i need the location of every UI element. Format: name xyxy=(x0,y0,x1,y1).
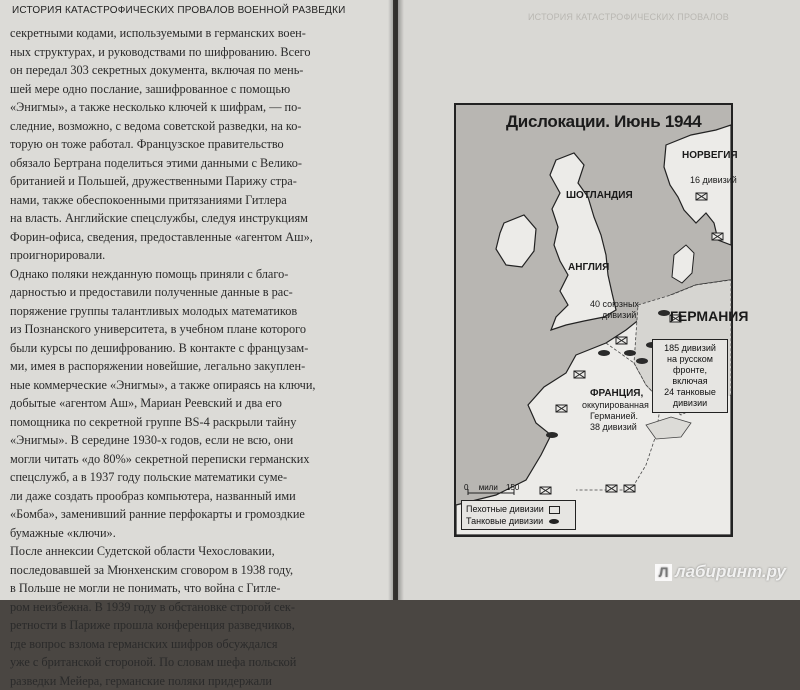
east-front-line: 185 дивизий xyxy=(655,343,725,354)
watermark-logo-icon: Л xyxy=(655,564,672,581)
text-line: «Бомба», заменивший ранние перфокарты и громоздкие xyxy=(10,505,382,524)
east-front-line: дивизии xyxy=(655,398,725,409)
text-line: на власть. Английские спецслужбы, следуя инструкциям xyxy=(10,209,382,228)
label-scotland: ШОТЛАНДИЯ xyxy=(566,191,633,201)
legend-infantry-label: Пехотные дивизии xyxy=(466,504,544,514)
legend-row-tank xyxy=(466,515,571,527)
text-line: могли читать «до 80%» секретной переписки германских xyxy=(10,450,382,469)
map-scale xyxy=(464,483,519,492)
text-line: поряжение группы талантливых молодых математиков xyxy=(10,302,382,321)
text-line: помощника по секретной группе BS-4 раскрыли тайну xyxy=(10,413,382,432)
legend-tank-label: Танковые дивизии xyxy=(466,516,543,526)
text-line: ми, имея в распоряжении новейшие, легально закуплен- xyxy=(10,357,382,376)
watermark-text: лабиринт.ру xyxy=(675,562,786,581)
tank-symbol xyxy=(546,432,558,438)
label-allied-1: 40 союзных xyxy=(590,299,639,309)
text-line: британией и Польшей, дружественными Парижу стра- xyxy=(10,172,382,191)
text-line: ные коммерческие «Энигмы», а также опираясь на ключи, xyxy=(10,376,382,395)
running-head-right: ИСТОРИЯ КАТАСТРОФИЧЕСКИХ ПРОВАЛОВ xyxy=(528,12,729,22)
east-front-box xyxy=(652,339,728,413)
east-front-line: 24 танковые xyxy=(655,387,725,398)
label-france-3: Германией. xyxy=(590,411,638,421)
text-line: ретности в Париже прошла конференция разведчиков, xyxy=(10,616,382,635)
text-line: Форин-офиса, сведения, предоставленные «агентом Аш», xyxy=(10,228,382,247)
text-line: из Познанского университета, в учебном плане которого xyxy=(10,320,382,339)
text-line: «Энигмы», а также несколько ключей к шифрам, — по- xyxy=(10,98,382,117)
text-line: разведки Мейера, германские поляки придержали xyxy=(10,672,382,690)
watermark xyxy=(655,562,786,582)
label-germany: ГЕРМАНИЯ xyxy=(670,311,748,321)
text-line: добытые «агентом Аш», Мариан Реевский и два его xyxy=(10,394,382,413)
tank-symbol xyxy=(636,358,648,364)
text-line: бумажные «ключи». xyxy=(10,524,382,543)
text-line: нами, также обеспокоенными притязаниями Гитлера xyxy=(10,191,382,210)
east-front-line: на русском xyxy=(655,354,725,365)
text-line: Однако поляки нежданную помощь приняли с благо- xyxy=(10,265,382,284)
label-france-4: 38 дивизий xyxy=(590,422,637,432)
label-norway: НОРВЕГИЯ xyxy=(682,151,738,161)
label-allied-2: дивизий xyxy=(602,310,636,320)
label-france-1: ФРАНЦИЯ, xyxy=(590,389,643,399)
tank-symbol xyxy=(598,350,610,356)
text-line: торую он тоже работал. Французское правительство xyxy=(10,135,382,154)
text-line: дарностью и предоставили полученные данные в рас- xyxy=(10,283,382,302)
text-line: где вопрос взлома германских шифров обсуждался xyxy=(10,635,382,654)
tank-legend-icon xyxy=(549,519,559,524)
text-line: были курсы по дешифрованию. В контакте с французам- xyxy=(10,339,382,358)
text-line: следние, возможно, с ведома советской разведки, на ко- xyxy=(10,117,382,136)
map-title: Дислокации. Июнь 1944 xyxy=(506,112,701,132)
map-legend xyxy=(461,500,576,530)
text-line: «Энигмы». В середине 1930-х годов, если не всю, они xyxy=(10,431,382,450)
text-line: он передал 303 секретных документа, включая по мень- xyxy=(10,61,382,80)
text-line: ных структурах, и руководствами по шифрованию. Всего xyxy=(10,43,382,62)
infantry-legend-icon xyxy=(549,506,560,514)
text-line: После аннексии Судетской области Чехословакии, xyxy=(10,542,382,561)
text-line: проигнорировали. xyxy=(10,246,382,265)
legend-row-infantry xyxy=(466,503,571,515)
label-france-2: оккупированная xyxy=(582,400,649,410)
running-head: ИСТОРИЯ КАТАСТРОФИЧЕСКИХ ПРОВАЛОВ ВОЕННОЙ РАЗВЕДКИ xyxy=(12,5,345,16)
east-front-line: фронте, xyxy=(655,365,725,376)
text-line: секретными кодами, используемыми в германских воен- xyxy=(10,24,382,43)
text-line: в Польше не могли не понимать, что война с Гитле- xyxy=(10,579,382,598)
tank-symbol xyxy=(624,350,636,356)
tank-symbol xyxy=(658,310,670,316)
text-line: ром неизбежна. В 1939 году в обстановке строгой сек- xyxy=(10,598,382,617)
text-line: ли даже создать прообраз компьютера, названный ими xyxy=(10,487,382,506)
body-text xyxy=(10,24,382,690)
scale-zero: 0 xyxy=(464,483,468,492)
map-figure xyxy=(454,103,733,537)
text-line: обязало Бертрана поделиться этими данными с Велико- xyxy=(10,154,382,173)
east-front-line: включая xyxy=(655,376,725,387)
label-england: АНГЛИЯ xyxy=(568,263,609,273)
scale-max: 150 xyxy=(506,483,519,492)
text-line: шей мере одно послание, зашифрованное с помощью xyxy=(10,80,382,99)
book-gutter xyxy=(388,0,404,600)
text-line: последовавшей за Мюнхенским сговором в 1938 году, xyxy=(10,561,382,580)
text-line: уже с британской стороной. По словам шефа польской xyxy=(10,653,382,672)
scale-unit: мили xyxy=(479,483,498,492)
label-norway-divisions: 16 дивизий xyxy=(690,175,737,185)
text-line: спецслужб, а в 1937 году польские математики суме- xyxy=(10,468,382,487)
